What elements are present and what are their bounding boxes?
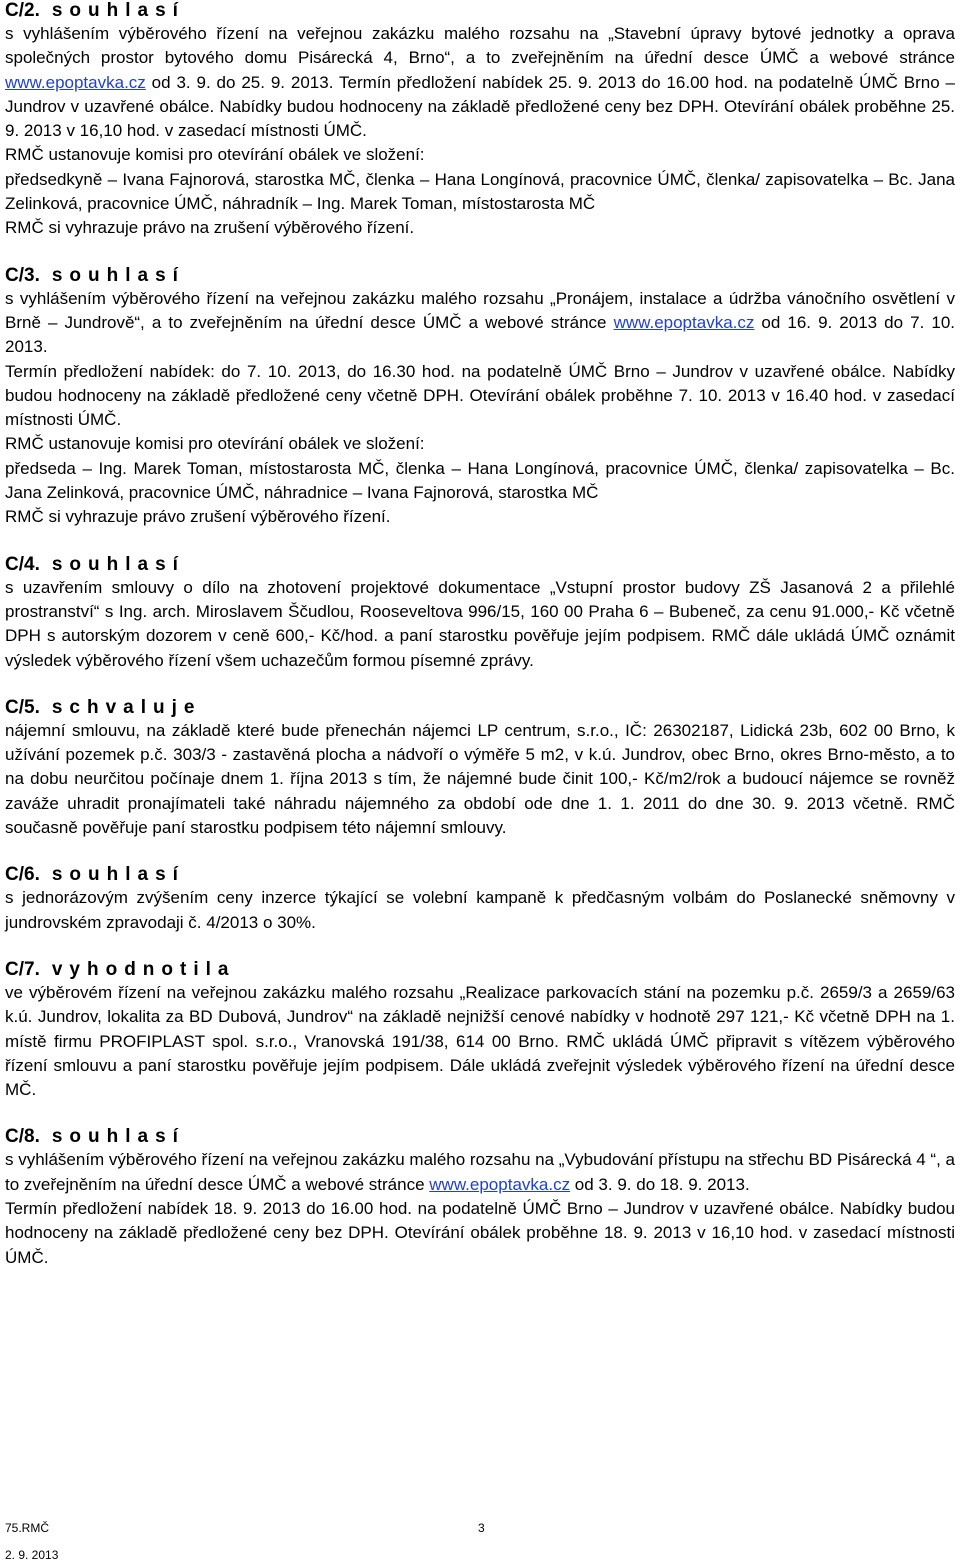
section-gap bbox=[5, 241, 955, 265]
document-body bbox=[5, 0, 955, 1270]
section-c2 bbox=[5, 0, 955, 241]
paragraph-text: Termín předložení nabídek: do 7. 10. 2013, do 16.30 hod. na podatelně ÚMČ Brno – Jundrov v uzavřené obálce. Nabídky budou hodnoceny na základě předložené ceny včetně DPH. Otevírání obálek proběhne 7. 10. 2013 v 16.40 hod. v zasedací místnosti ÚMČ. bbox=[5, 361, 955, 430]
section-heading bbox=[5, 864, 955, 886]
section-number: C/5. bbox=[5, 696, 40, 718]
paragraph bbox=[5, 457, 955, 506]
paragraph-text: s jednorázovým zvýšením ceny inzerce týkající se volební kampaně k předčasným volbám do Poslanecké sněmovny v jundrovském zpravodaji č. 4/2013 o 30%. bbox=[5, 888, 955, 932]
paragraph bbox=[5, 1148, 955, 1197]
section-verb: souhlasí bbox=[51, 553, 185, 575]
section-verb: souhlasí bbox=[51, 0, 185, 21]
section-c6 bbox=[5, 864, 955, 935]
section-c5 bbox=[5, 697, 955, 840]
paragraph bbox=[5, 360, 955, 433]
section-number: C/8. bbox=[5, 1126, 40, 1148]
section-number: C/2. bbox=[5, 0, 40, 21]
paragraph-text: ve výběrovém řízení na veřejnou zakázku malého rozsahu „Realizace parkovacích stání na pozemku p.č. 2659/3 a 2659/63 k.ú. Jundrov, lokalita za BD Dubová, Jundrov“ na základě nejnižší cenové nabídky v hodnotě 297 121,- Kč včetně DPH na 1. místě firmu PROFIPLAST spol. s.r.o., Vranovská 191/38, 614 00 Brno. RMČ ukládá ÚMČ připravit s vítězem výběrového řízení smlouvu a paní starostku pověřuje jejím podpisem. Dále ukládá zveřejnit výsledek výběrového řízení na úřední desce MČ. bbox=[5, 982, 955, 1100]
paragraph bbox=[5, 981, 955, 1102]
section-heading bbox=[5, 265, 955, 287]
section-number: C/7. bbox=[5, 958, 40, 980]
section-verb: souhlasí bbox=[51, 864, 185, 886]
section-heading bbox=[5, 554, 955, 576]
section-gap bbox=[5, 935, 955, 959]
paragraph-text: od 16. 9. 2013 do 7. 10. 2013. bbox=[5, 312, 955, 357]
epoptavka-link[interactable]: www.epoptavka.cz bbox=[613, 312, 755, 332]
section-verb: souhlasí bbox=[51, 1126, 185, 1148]
section-c8 bbox=[5, 1126, 955, 1269]
section-heading bbox=[5, 959, 955, 981]
paragraph bbox=[5, 287, 955, 360]
meeting-number: 75.RMČ bbox=[5, 1521, 50, 1535]
paragraph-text: s vyhlášením výběrového řízení na veřejnou zakázku malého rozsahu na „Vybudování přístupu na střechu BD Pisárecká 4 “, a to zveřejněním na úřední desce ÚMČ a webové stránce bbox=[5, 1150, 955, 1194]
paragraph-text: s uzavřením smlouvy o dílo na zhotovení projektové dokumentace „Vstupní prostor budovy ZŠ Jasanová 2 a přilehlé prostranství“ s Ing. arch. Miroslavem Ščudlou, Rooseveltova 996/15, 160 00 Praha 6 – Bubeneč, za cenu 91.000,- Kč včetně DPH s autorským dozorem v ceně 600,- Kč/hod. a paní starostku pověřuje jejím podpisem. RMČ dále ukládá ÚMČ oznámit výsledek výběrového řízení všem uchazečům formou písemné zprávy. bbox=[5, 577, 955, 670]
section-gap bbox=[5, 673, 955, 697]
epoptavka-link[interactable]: www.epoptavka.cz bbox=[5, 72, 146, 92]
paragraph bbox=[5, 432, 955, 456]
paragraph-text: RMČ ustanovuje komisi pro otevírání obálek ve složení: bbox=[5, 145, 425, 165]
paragraph bbox=[5, 216, 955, 240]
paragraph-text: předsedkyně – Ivana Fajnorová, starostka MČ, členka – Hana Longínová, pracovnice ÚMČ, členka/ zapisovatelka – Bc. Jana Zelinková, pracovnice ÚMČ, náhradník – Ing. Marek Toman, místostarosta MČ bbox=[5, 169, 955, 214]
paragraph-text: RMČ si vyhrazuje právo zrušení výběrového řízení. bbox=[5, 507, 391, 527]
paragraph-text: nájemní smlouvu, na základě které bude přenechán nájemci LP centrum, s.r.o., IČ: 26302187, Lidická 23b, 602 00 Brno, k užívání pozemek p.č. 303/3 - zastavěná plocha a nádvoří o výměře 5 m2, v k.ú. Jundrov, obec Brno, okres Brno-město, a to na dobu neurčitou počínaje dnem 1. října 2013 s tím, že nájemné bude činit 100,- Kč/m2/rok a budoucí nájemce se rovněž zaváže uhradit pronajímateli také náhradu nájemného za období ode dne 1. 1. 2011 do dne 30. 9. 2013 včetně. RMČ současně pověřuje paní starostku podpisem této nájemní smlouvy. bbox=[5, 720, 955, 838]
paragraph bbox=[5, 576, 955, 673]
paragraph-text: s vyhlášením výběrového řízení na veřejnou zakázku malého rozsahu na „Stavební úpravy bytové jednotky a oprava společných prostor bytového domu Pisárecká 4, Brno“, a to zveřejněním na úřední desce ÚMČ a webové stránce bbox=[5, 24, 955, 68]
section-number: C/3. bbox=[5, 264, 40, 286]
paragraph bbox=[5, 143, 955, 167]
paragraph bbox=[5, 22, 955, 143]
epoptavka-link[interactable]: www.epoptavka.cz bbox=[429, 1174, 571, 1194]
paragraph bbox=[5, 886, 955, 935]
paragraph-text: předseda – Ing. Marek Toman, místostarosta MČ, členka – Hana Longínová, pracovnice ÚMČ, členka/ zapisovatelka – Bc. Jana Zelinková, pracovnice ÚMČ, náhradnice – Ivana Fajnorová, starostka MČ bbox=[5, 458, 955, 503]
section-gap bbox=[5, 840, 955, 864]
section-gap bbox=[5, 1102, 955, 1126]
section-gap bbox=[5, 530, 955, 554]
section-verb: vyhodnotila bbox=[51, 958, 236, 980]
section-c7 bbox=[5, 959, 955, 1102]
paragraph bbox=[5, 1197, 955, 1270]
section-number: C/4. bbox=[5, 553, 40, 575]
paragraph-text: od 3. 9. do 25. 9. 2013. Termín předložení nabídek 25. 9. 2013 do 16.00 hod. na podatelně ÚMČ Brno – Jundrov v uzavřené obálce. Nabídky budou hodnoceny na základě předložené ceny bez DPH. Otevírání obálek proběhne 25. 9. 2013 v 16,10 hod. v zasedací místnosti ÚMČ. bbox=[5, 72, 955, 141]
page-number: 3 bbox=[478, 1521, 485, 1535]
paragraph-text: RMČ ustanovuje komisi pro otevírání obálek ve složení: bbox=[5, 434, 425, 454]
paragraph-text: RMČ si vyhrazuje právo na zrušení výběrového řízení. bbox=[5, 218, 415, 238]
section-c3 bbox=[5, 265, 955, 530]
paragraph bbox=[5, 168, 955, 217]
section-number: C/6. bbox=[5, 864, 40, 886]
paragraph-text: s vyhlášením výběrového řízení na veřejnou zakázku malého rozsahu „Pronájem, instalace a údržba vánočního osvětlení v Brně – Jundrově“, a to zveřejněním na úřední desce ÚMČ a webové stránce bbox=[5, 288, 955, 332]
paragraph bbox=[5, 505, 955, 529]
section-heading bbox=[5, 1126, 955, 1148]
section-heading bbox=[5, 697, 955, 719]
meeting-date: 2. 9. 2013 bbox=[5, 1548, 59, 1562]
section-c4 bbox=[5, 554, 955, 673]
paragraph-text: Termín předložení nabídek 18. 9. 2013 do 16.00 hod. na podatelně ÚMČ Brno – Jundrov v uzavřené obálce. Nabídky budou hodnoceny na základě předložené ceny bez DPH. Otevírání obálek proběhne 18. 9. 2013 v 16,10 hod. v zasedací místnosti ÚMČ. bbox=[5, 1198, 955, 1267]
section-heading bbox=[5, 0, 955, 22]
paragraph-text: od 3. 9. do 18. 9. 2013. bbox=[570, 1174, 750, 1194]
section-verb: schvaluje bbox=[51, 696, 202, 718]
paragraph bbox=[5, 719, 955, 840]
section-verb: souhlasí bbox=[51, 264, 185, 286]
